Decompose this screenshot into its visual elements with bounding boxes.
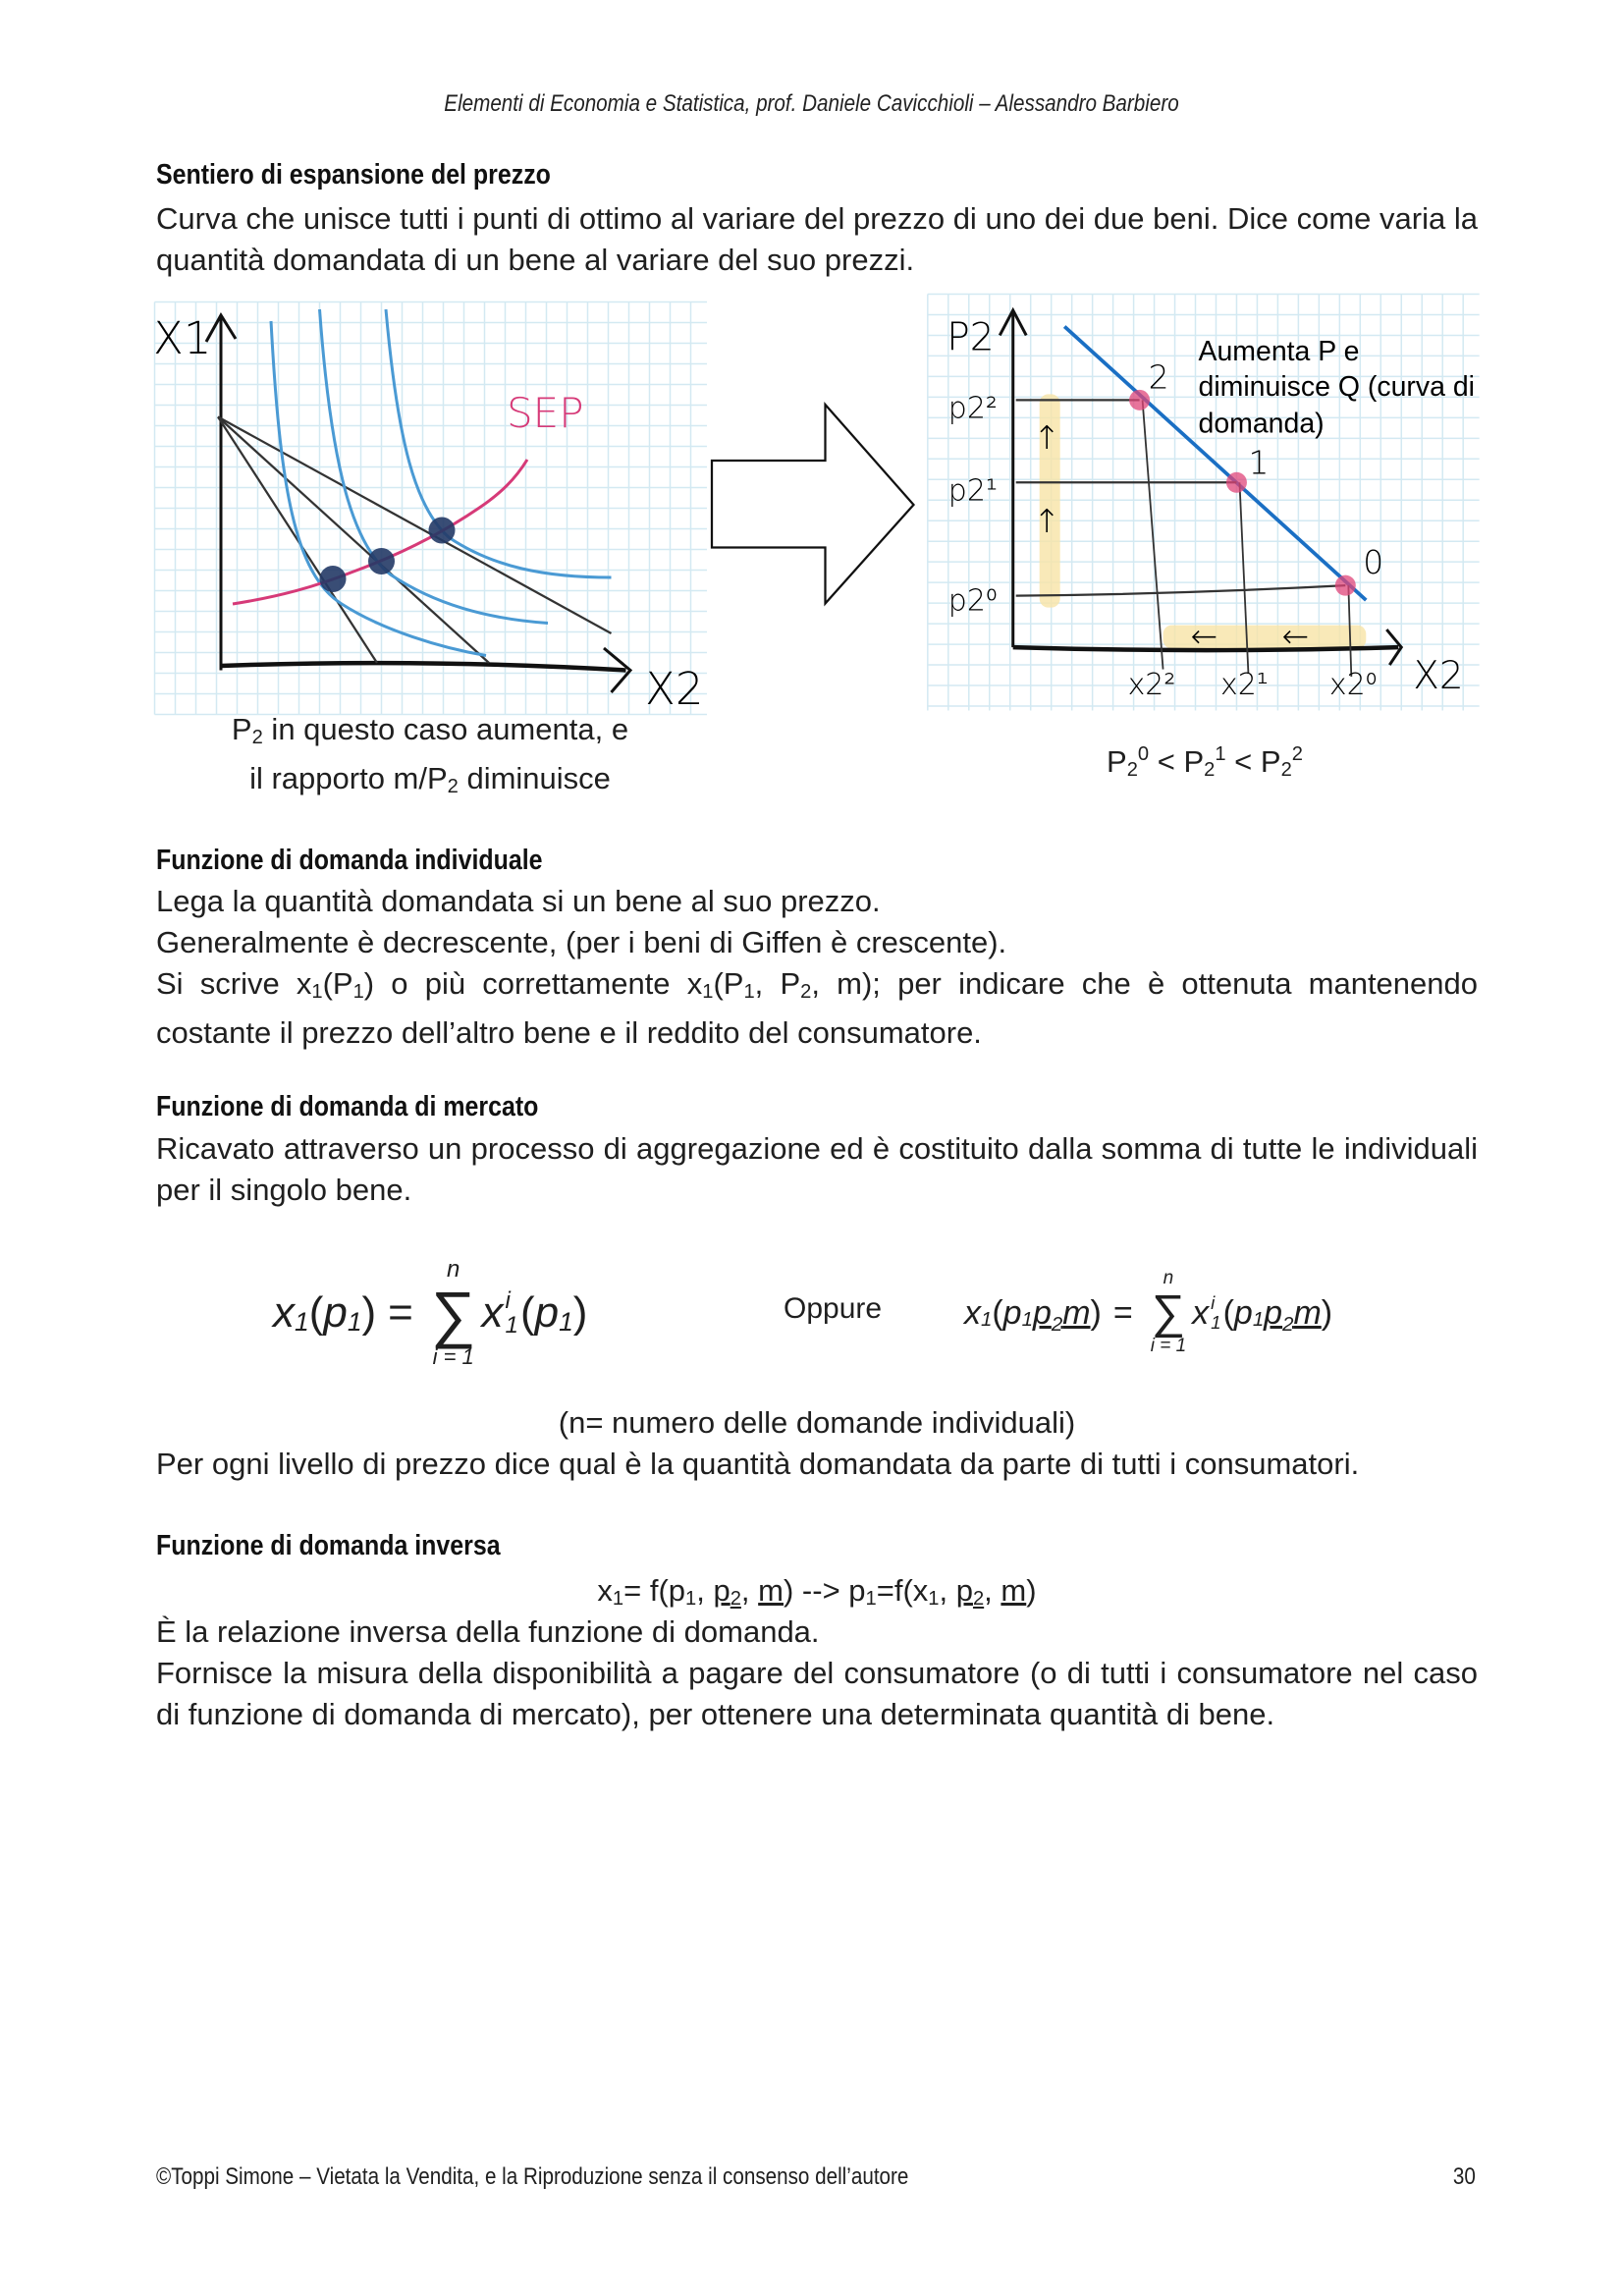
text-segment: Lega la quantità domandata si un bene al suo prezzo. [156, 884, 881, 918]
text-segment: 2 [1291, 743, 1303, 765]
text-segment: x [597, 1573, 613, 1608]
text-segment: ) o più correttamente x [363, 966, 703, 1001]
text-segment: , [740, 1573, 759, 1608]
text-segment: , [984, 1573, 1001, 1608]
sum-lower: i = 1 [432, 1344, 474, 1370]
mercato-after-text: Per ogni livello di prezzo dice qual è la quantità domandata da parte di tutti i consumatori. [156, 1447, 1360, 1481]
text-segment: (P [322, 966, 353, 1001]
formula-symbol: 1 [1211, 1312, 1221, 1333]
quantity-label: x2² [1127, 668, 1176, 703]
caption-line [185, 758, 676, 807]
formula-symbol: x [1192, 1293, 1210, 1332]
formula-symbol: p [1002, 1293, 1022, 1332]
formula-paren: ( [308, 1288, 324, 1337]
text-segment: 2 [1280, 759, 1292, 782]
text-segment: 1 [928, 1588, 940, 1611]
text-segment: 2 [447, 776, 459, 798]
quantity-label: x2⁰ [1328, 668, 1378, 703]
formula-symbol: 1 [347, 1306, 362, 1337]
sep-diagram [147, 295, 722, 737]
sigma-icon: ∑ [1151, 1286, 1186, 1339]
sep-label: SEP [507, 389, 584, 438]
sentiero-text: Curva che unisce tutti i punti di ottimo al variare del prezzo di uno dei due beni. Dice come varia la quantità domandata di un bene al variare del suo prezzi. [156, 201, 1478, 277]
formula-paren: ) [361, 1288, 377, 1337]
text-segment: p [955, 1573, 973, 1608]
section-title-inversa: Funzione di domanda inversa [156, 1530, 501, 1561]
text-segment: ) [1026, 1573, 1037, 1608]
formula-paren: ( [992, 1293, 1003, 1332]
annotation-line: diminuisce Q (curva di [1198, 370, 1475, 403]
text-segment: 1 [1215, 743, 1226, 765]
formula-paren: ) [1090, 1293, 1102, 1332]
up-arrow-icon: ↑ [1033, 502, 1060, 541]
text-segment: Si scrive x [156, 966, 312, 1001]
formula-symbol: p [1264, 1293, 1283, 1332]
text-segment: 1 [865, 1588, 877, 1611]
formula-symbol: m [1293, 1293, 1322, 1332]
section-title-mercato: Funzione di domanda di mercato [156, 1091, 539, 1122]
text-segment: diminuisce [458, 761, 611, 796]
formula-symbol: x [273, 1288, 295, 1337]
right-arrow-icon [709, 402, 915, 608]
text-segment: P [1107, 744, 1127, 780]
formula-symbol: m [1062, 1293, 1091, 1332]
x-axis-label: X2 [1413, 654, 1464, 699]
text-segment: m [1001, 1573, 1027, 1608]
formula-symbol: i [505, 1286, 511, 1314]
inversa-line1: È la relazione inversa della funzione di domanda. [156, 1614, 820, 1649]
text-segment: ) --> p [783, 1573, 866, 1608]
text-segment: il rapporto m/P [249, 761, 448, 796]
text-segment: in questo caso aumenta, e [262, 712, 629, 746]
optimum-point [429, 518, 456, 544]
formula-symbol: 2 [1282, 1313, 1294, 1336]
text-segment: , P [754, 966, 801, 1001]
point-label: 1 [1248, 443, 1270, 482]
formula-aggregate-demand-full [964, 1249, 1332, 1377]
formula-aggregate-demand [273, 1239, 587, 1387]
inversa-line2: Fornisce la misura della disponibilità a pagare del consumatore (o di tutti i consumatore nel caso di funzione di domanda di mercato), per ottenere una determinata quantità di bene. [156, 1656, 1478, 1731]
text-segment: 0 [1137, 743, 1150, 765]
sum-upper: n [447, 1255, 460, 1283]
demand-point [1129, 390, 1150, 410]
text-segment: < P [1225, 744, 1281, 780]
optimum-point [368, 548, 395, 574]
or-label: Oppure [784, 1292, 883, 1325]
paragraph-line [156, 881, 1478, 922]
x-axis-label: X2 [645, 663, 704, 715]
formula-symbol: = [1112, 1293, 1133, 1332]
text-segment: , [939, 1573, 956, 1608]
quantity-label: x2¹ [1219, 668, 1269, 703]
caption-line [185, 709, 676, 758]
formula-symbol: p [534, 1288, 560, 1337]
text-segment: , m); per indicare che è ottenuta mantenendo costante il prezzo dell’altro bene e il reddito del consumatore. [156, 966, 1478, 1051]
text-segment: 2 [800, 981, 812, 1004]
formula-symbol: 2 [1051, 1313, 1063, 1336]
formula-symbol: 1 [505, 1312, 518, 1339]
formula-symbol: x [481, 1288, 504, 1337]
annotation-line: Aumenta P e [1198, 335, 1360, 367]
formula-paren: ( [1222, 1293, 1234, 1332]
mercato-text: Ricavato attraverso un processo di aggregazione ed è costituito dalla somma di tutte le individuali per il singolo bene. [156, 1131, 1478, 1207]
page-header: Elementi di Economia e Statistica, prof. Daniele Cavicchioli – Alessandro Barbiero [444, 90, 1179, 117]
text-segment: 1 [743, 981, 755, 1004]
formula-paren: ) [572, 1288, 588, 1337]
formula-symbol: = [388, 1288, 413, 1337]
formula-paren: ( [519, 1288, 535, 1337]
price-label: p2¹ [947, 473, 998, 509]
text-segment: = f(p [623, 1573, 686, 1608]
sup-sub-stack [506, 1288, 518, 1339]
formula-symbol: i [1211, 1292, 1216, 1314]
left-diagram-caption [185, 709, 676, 807]
text-segment: < P [1149, 744, 1205, 780]
formula-underlined [1032, 1293, 1063, 1336]
annotation-line: domanda) [1198, 408, 1325, 440]
formula-symbol: 1 [295, 1306, 309, 1337]
footer-copyright: ©Toppi Simone – Vietata la Vendita, e la Riproduzione senza il consenso dell’autore [156, 2163, 909, 2190]
demand-diagram [926, 293, 1483, 715]
formula-symbol: 1 [981, 1308, 993, 1331]
text-segment: =f(x [876, 1573, 929, 1608]
summation [1151, 1269, 1186, 1357]
individuale-text [156, 881, 1478, 1054]
formula-paren: ) [1321, 1293, 1333, 1332]
text-segment: p [713, 1573, 730, 1608]
text-segment: 1 [702, 981, 714, 1004]
paragraph-line [156, 963, 1478, 1054]
section-title-individuale: Funzione di domanda individuale [156, 845, 543, 876]
text-segment: P [231, 712, 252, 746]
formula-symbol: x [964, 1293, 981, 1332]
formula-symbol: p [1233, 1293, 1253, 1332]
text-segment: 2 [730, 1588, 741, 1611]
point-label: 2 [1148, 357, 1169, 397]
formula-symbol: p [1032, 1293, 1052, 1332]
demand-point [1335, 575, 1356, 596]
formula-symbol: p [323, 1288, 348, 1337]
text-segment: 1 [311, 981, 323, 1004]
text-segment: , [696, 1573, 714, 1608]
text-segment: 1 [352, 981, 364, 1004]
point-label: 0 [1363, 543, 1384, 582]
formula-symbol: 1 [559, 1306, 573, 1337]
text-segment: m [758, 1573, 784, 1608]
text-segment: 2 [1204, 759, 1216, 782]
formula-note: (n= numero delle domande individuali) [558, 1405, 1076, 1440]
price-label: p2² [947, 391, 998, 426]
formula-underlined [1264, 1293, 1294, 1336]
summation [431, 1257, 476, 1370]
sum-upper: n [1163, 1268, 1174, 1289]
y-axis-label: X1 [153, 312, 212, 364]
text-segment: 1 [685, 1588, 697, 1611]
text-segment: 2 [972, 1588, 985, 1611]
indifference-curve [386, 309, 612, 577]
text-segment: 2 [1126, 759, 1138, 782]
y-axis-label: P2 [947, 315, 995, 360]
sup-sub-stack [1211, 1293, 1220, 1332]
text-segment: 1 [612, 1588, 624, 1611]
sum-lower: i = 1 [1150, 1336, 1187, 1356]
page-number: 30 [1452, 2163, 1476, 2190]
text-segment: 2 [251, 727, 263, 749]
up-arrow-icon: ↑ [1033, 417, 1060, 457]
formula-symbol: 1 [1021, 1308, 1033, 1331]
optimum-point [320, 566, 347, 592]
grid [155, 302, 708, 715]
budget-line [218, 417, 612, 634]
demand-point [1226, 472, 1247, 493]
text-segment: Generalmente è decrescente, (per i beni di Giffen è crescente). [156, 925, 1007, 959]
left-arrow-icon: ← [1190, 617, 1218, 656]
right-diagram-caption [1008, 734, 1401, 791]
sep-curve [233, 460, 527, 604]
section-title-sentiero: Sentiero di espansione del prezzo [156, 159, 551, 191]
left-arrow-icon: ← [1281, 617, 1310, 656]
paragraph-line [156, 922, 1478, 963]
formula-symbol: 1 [1252, 1308, 1265, 1331]
price-label: p2⁰ [947, 583, 998, 619]
sigma-icon: ∑ [430, 1279, 476, 1350]
text-segment: (P [713, 966, 744, 1001]
